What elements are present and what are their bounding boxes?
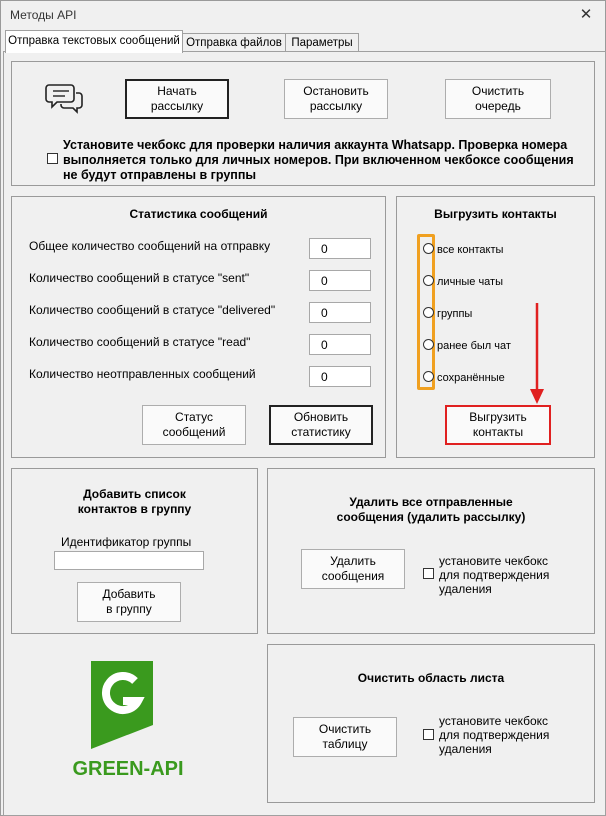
start-mailing-button[interactable]: Начать рассылку [125,79,229,119]
group-title: Добавить список контактов в группу [77,487,192,516]
stats-title: Статистика сообщений [129,207,268,221]
refresh-stats-button[interactable]: Обновить статистику [269,405,373,445]
window-title: Методы API [10,8,77,22]
chat-icon [45,81,85,115]
clear-queue-button[interactable]: Очистить очередь [445,79,551,119]
export-contacts-button[interactable]: Выгрузить контакты [445,405,551,445]
stat-value-read: 0 [309,334,371,355]
stat-label-delivered: Количество сообщений в статусе "delivered" [29,303,276,317]
stat-value-total: 0 [309,238,371,259]
stat-label-sent: Количество сообщений в статусе "sent" [29,271,250,285]
radio-label-saved: сохранённые [437,372,505,384]
delete-messages-button[interactable]: Удалить сообщения [301,549,405,589]
tab-files[interactable]: Отправка файлов [182,33,286,52]
export-title: Выгрузить контакты [434,207,557,221]
radio-label-groups: группы [437,308,473,320]
delete-title: Удалить все отправленные сообщения (удалить рассылку) [336,495,526,524]
whatsapp-check-label: Установите чекбокс для проверки наличия аккаунта Whatsapp. Проверка номера выполняется только для личных номеров. При включенном чекбоксе сообщения не будут отправлены в группы [63,138,574,182]
radio-private-chats[interactable] [423,275,434,286]
radio-previous-chat[interactable] [423,339,434,350]
stat-label-total: Общее количество сообщений на отправку [29,239,271,253]
green-api-logo-icon [91,661,153,749]
clear-confirm-checkbox[interactable] [423,729,434,740]
radio-label-all: все контакты [437,244,504,256]
stop-mailing-button[interactable]: Остановить рассылку [284,79,388,119]
delete-confirm-label: установите чекбокс для подтверждения удаления [439,554,550,596]
message-status-button[interactable]: Статус сообщений [142,405,246,445]
radio-saved[interactable] [423,371,434,382]
tab-text-messages[interactable]: Отправка текстовых сообщений [5,30,183,53]
group-id-label: Идентификатор группы [61,535,192,549]
whatsapp-check-checkbox[interactable] [47,153,58,164]
radio-all-contacts[interactable] [423,243,434,254]
close-icon[interactable]: ✕ [579,6,593,23]
radio-label-private: личные чаты [437,276,503,288]
clear-confirm-label: установите чекбокс для подтверждения удаления [439,714,550,756]
stat-value-unsent: 0 [309,366,371,387]
delete-confirm-checkbox[interactable] [423,568,434,579]
group-id-input[interactable] [54,551,204,570]
stat-label-unsent: Количество неотправленных сообщений [29,367,256,381]
radio-label-previous: ранее был чат [437,340,511,352]
stat-label-read: Количество сообщений в статусе "read" [29,335,251,349]
add-to-group-button[interactable]: Добавить в группу [77,582,181,622]
clear-title: Очистить область листа [357,671,505,685]
red-arrow-icon [529,301,545,407]
radio-groups[interactable] [423,307,434,318]
title-bar [1,1,605,29]
stat-value-sent: 0 [309,270,371,291]
tab-parameters[interactable]: Параметры [285,33,359,52]
stat-value-delivered: 0 [309,302,371,323]
clear-table-button[interactable]: Очистить таблицу [293,717,397,757]
green-api-logo-text: GREEN-API [72,758,184,780]
